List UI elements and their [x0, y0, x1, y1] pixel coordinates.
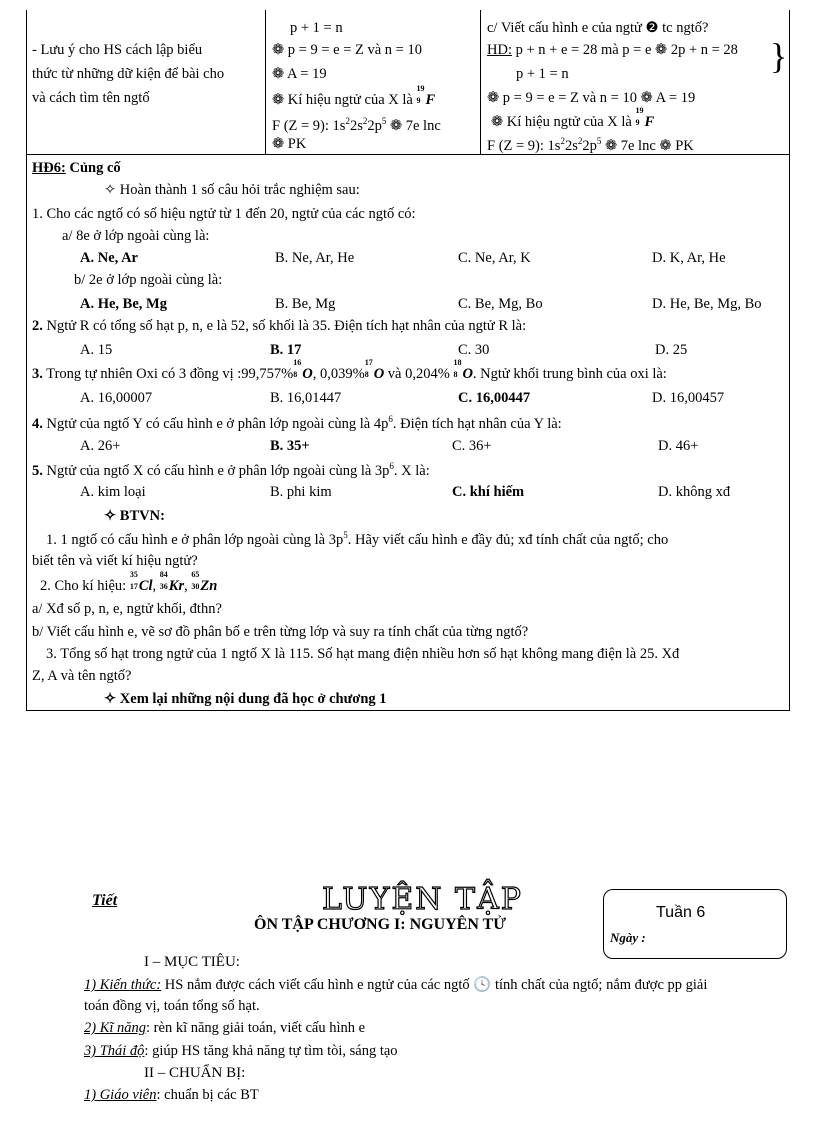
q1b-opt-b: B. Be, Mg: [275, 296, 336, 312]
col2-line-6: ❁ PK: [272, 136, 307, 152]
col3-line-3: p + 1 = n: [516, 66, 569, 82]
star-icon: ✧: [104, 508, 117, 524]
q1b-opt-d: D. He, Be, Mg, Bo: [652, 296, 762, 312]
col1-line-3: và cách tìm tên ngtố: [32, 90, 150, 106]
q5-opt-a: A. kim loại: [80, 484, 146, 500]
flower-icon: ❁: [491, 114, 504, 130]
btvn-2: 2. Cho kí hiệu: 35 17 Cl, 84 36 Kr, 65 30 Zn: [40, 570, 218, 594]
col2-text-2: p = 9 = e = Z và n = 10: [287, 42, 422, 58]
col-divider-2: [480, 10, 481, 154]
col1-line-2: thức từ những dữ kiện để bài cho: [32, 66, 225, 82]
btvn-3: 3. Tổng số hạt trong ngtử của 1 ngtố X là 115. Số hạt mang điện nhiều hơn số hạt không mang điện là 25. Xđ: [46, 646, 680, 662]
q1a-opt-b: B. Ne, Ar, He: [275, 250, 355, 266]
isotope-zn: 65 30: [191, 570, 200, 591]
btvn-heading: ✧ BTVN:: [104, 508, 165, 524]
section-1-title: I – MỤC TIÊU:: [144, 954, 240, 970]
q4-opt-b: B. 35+: [270, 438, 310, 454]
col3-line-6: F (Z = 9): $1s^22s^22p^5$ ❁ 7e lnc ❁ PK: [487, 136, 694, 154]
flower-icon: ❁: [272, 136, 285, 152]
col2-line-5: F (Z = 9): $1s^22s^22p^5$ ❁ 7e lnc: [272, 116, 441, 134]
col3-line-4: ❁ p = 9 = e = Z và n = 10 ❁ A = 19: [487, 90, 696, 106]
table-bottom-border: [26, 710, 790, 711]
circle-icon: ❷: [645, 20, 659, 36]
col2-line-3: [272, 66, 327, 83]
flower-icon: ❁: [659, 137, 672, 154]
col3-line-5: ❁ Kí hiệu ngtử của X là 19 9 F: [491, 106, 655, 130]
isotope-f: 19 9: [635, 106, 644, 127]
flower-icon: ❁: [487, 90, 500, 106]
q2-opt-a: A. 15: [80, 342, 113, 358]
flower-icon: ❁: [604, 137, 618, 154]
clock-icon: 🕓: [473, 977, 492, 993]
q1a: a/ 8e ở lớp ngoài cùng là:: [62, 228, 210, 244]
q1b-opt-a: A. He, Be, Mg: [80, 296, 167, 312]
q1a-opt-d: D. K, Ar, He: [652, 250, 726, 266]
q5-opt-d: D. không xđ: [658, 484, 731, 500]
flower-icon: ❁: [272, 66, 285, 82]
section-2-title: II – CHUẨN BỊ:: [144, 1065, 246, 1081]
q3-opt-b: B. 16,01447: [270, 390, 342, 406]
flower-icon: ❁: [655, 42, 668, 58]
week-box: [603, 889, 787, 959]
q3-opt-d: D. 16,00457: [652, 390, 725, 406]
q4: 4. Ngtử của ngtố Y có cấu hình e ở phân lớp ngoài cùng là $4p^6$. Điện tích hạt nhân của Y là:: [32, 414, 562, 432]
flower-icon: ❁: [640, 90, 653, 106]
q4-opt-c: C. 36+: [452, 438, 492, 454]
q1b: b/ 2e ở lớp ngoài cùng là:: [74, 272, 223, 288]
q2-opt-d: D. 25: [655, 342, 688, 358]
review-line: ✧ Xem lại những nội dung đã học ở chương 1: [104, 691, 387, 707]
lesson-big-title: LUYỆN TẬP: [322, 882, 523, 917]
q3: 3. Trong tự nhiên Oxi có 3 đồng vị :99,757% 16 8 O, 0,039% 17 8 O và 0,204% 18 8 O. Ngtử khối trung bình của oxi là:: [32, 358, 667, 382]
q2: 2. Ngtử R có tổng số hạt p, n, e là 52, số khối là 35. Điện tích hạt nhân của ngtử R là:: [32, 318, 527, 334]
star-icon: ✧: [104, 182, 117, 198]
table-left-border: [26, 10, 27, 710]
q3-opt-a: A. 16,00007: [80, 390, 153, 406]
q5-opt-c: C. khí hiếm: [452, 484, 525, 500]
q1a-opt-c: C. Ne, Ar, K: [458, 250, 531, 266]
isotope-f: 19 9: [416, 84, 425, 105]
attitude-line: 3) Thái độ: giúp HS tăng khả năng tự tìm tòi, sáng tạo: [84, 1043, 398, 1059]
q4-opt-d: D. 46+: [658, 438, 699, 454]
q1a-opt-a: A. Ne, Ar: [80, 250, 138, 266]
q2-opt-c: C. 30: [458, 342, 490, 358]
btvn-1b: biết tên và viết kí hiệu ngtử?: [32, 553, 198, 569]
hd6-intro: ✧ Hoàn thành 1 số câu hỏi trắc nghiệm sau:: [104, 182, 360, 198]
btvn-2a: a/ Xđ số p, n, e, ngtử khối, đthn?: [32, 601, 222, 617]
q2-opt-b: B. 17: [270, 342, 302, 358]
col2-line-1: p + 1 = n: [290, 20, 343, 36]
q4-opt-a: A. 26+: [80, 438, 121, 454]
star-icon: ✧: [104, 691, 117, 707]
col3-line-2: HD: p + n + e = 28 mà p = e ❁ 2p + n = 28: [487, 42, 738, 58]
isotope-kr: 84 36: [159, 570, 168, 591]
lesson-subtitle: ÔN TẬP CHƯƠNG I: NGUYÊN TỬ: [254, 916, 507, 933]
q1: 1. Cho các ngtố có số hiệu ngtử từ 1 đến 20, ngtử của các ngtố có:: [32, 206, 416, 222]
col3-line-1: c/ Viết cấu hình e của ngtử ❷ tc ngtố?: [487, 20, 709, 36]
date-label: Ngày :: [610, 930, 646, 945]
q5: 5. Ngtử của ngtố X có cấu hình e ở phân lớp ngoài cùng là $3p^6$. X là:: [32, 461, 430, 479]
hd6-heading: HĐ6: Củng cố: [32, 160, 121, 176]
knowledge-line-2: toán đồng vị, toán tổng số hạt.: [84, 998, 260, 1014]
q5-opt-b: B. phi kim: [270, 484, 332, 500]
isotope-f-symbol: F: [425, 92, 436, 108]
col-divider-1: [265, 10, 266, 154]
week-label: Tuần 6: [656, 904, 706, 921]
flower-icon: ❁: [389, 117, 403, 134]
tiet-label: Tiết: [92, 892, 118, 909]
skills-line: 2) Kĩ năng: rèn kĩ năng giải toán, viết cấu hình e: [84, 1020, 366, 1036]
col2-line-2: [272, 42, 422, 59]
flower-icon: ❁: [272, 92, 285, 108]
table-right-border: [789, 10, 790, 710]
q1b-opt-c: C. Be, Mg, Bo: [458, 296, 543, 312]
flower-icon: ❁: [272, 42, 285, 58]
btvn-2b: b/ Viết cấu hình e, vẽ sơ đồ phân bố e trên từng lớp và suy ra tính chất của từng ngtố?: [32, 624, 529, 640]
col2-line-4: [272, 84, 436, 109]
btvn-3b: Z, A và tên ngtố?: [32, 668, 132, 684]
q3-opt-c: C. 16,00447: [458, 390, 531, 406]
col2-text-4: Kí hiệu ngtử của X là: [287, 92, 413, 108]
knowledge-line: 1) Kiến thức: HS nắm được cách viết cấu hình e ngtử của các ngtố 🕓 tính chất của ngtố; nắm được pp giải: [84, 977, 708, 993]
teacher-line: 1) Giáo viên: chuẩn bị các BT: [84, 1087, 259, 1103]
isotope-cl: 35 17: [129, 570, 138, 591]
col2-text-3: A = 19: [286, 66, 327, 82]
brace-icon: }: [770, 36, 788, 76]
col1-line-1: - Lưu ý cho HS cách lập biểu: [32, 42, 203, 58]
btvn-1: 1. 1 ngtố có cấu hình e ở phân lớp ngoài cùng là $3p^5$. Hãy viết cấu hình e đầy đủ; xđ tính chất của ngtố; cho: [46, 530, 669, 548]
